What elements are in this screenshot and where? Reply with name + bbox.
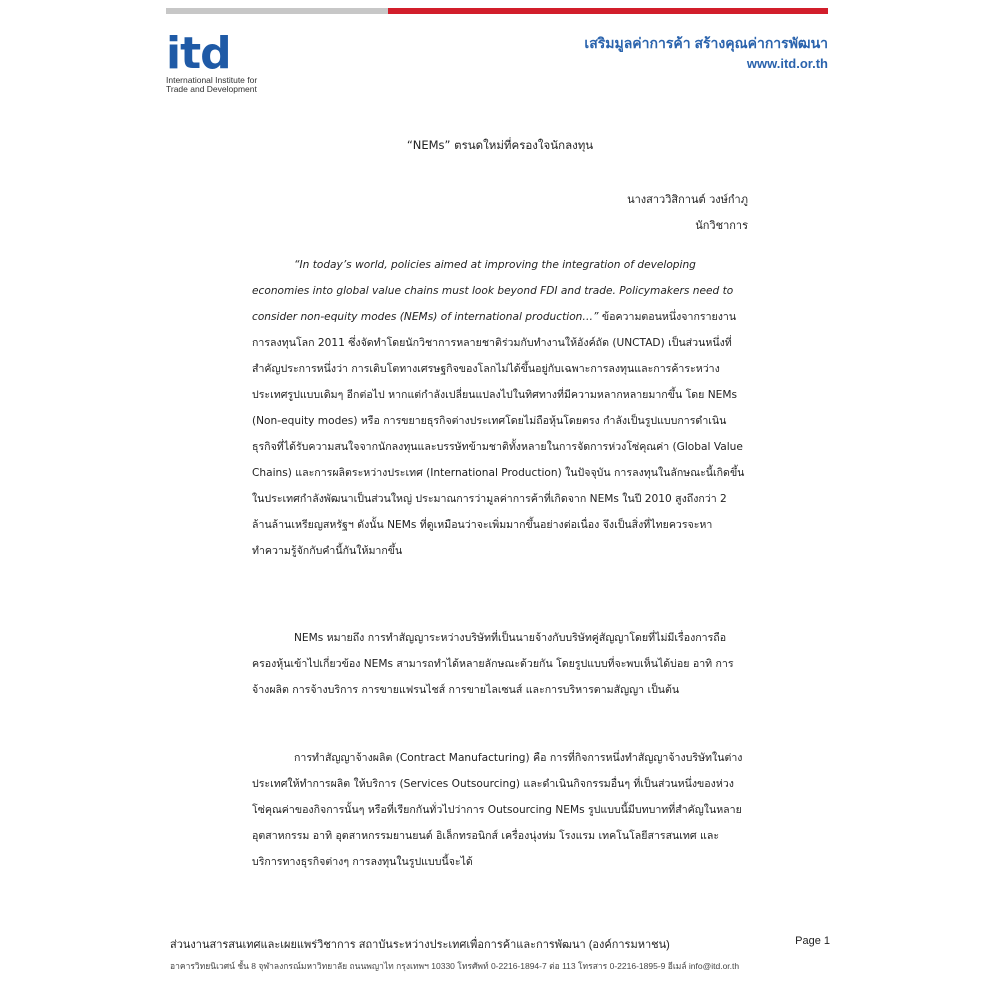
logo-wordmark: itd	[166, 28, 231, 79]
author-block	[627, 187, 748, 239]
header-url: www.itd.or.th	[746, 56, 828, 71]
paragraph-1	[252, 252, 746, 564]
author-name: นางสาววิสิกานต์ วงษ์กำภู	[627, 193, 748, 206]
document-title: “NEMs” ตรนดใหม่ที่ครองใจนักลงทุน	[406, 138, 594, 152]
footer-line-1	[170, 935, 830, 953]
logo-subtitle-2: Trade and Development	[166, 84, 257, 94]
paragraph-3-text: การทำสัญญาจ้างผลิต (Contract Manufacturing) คือ การที่กิจการหนึ่งทำสัญญาจ้างบริษัทในต่างประเทศให้ทำการผลิต ให้บริการ (Services Outsourcing) และดำเนินกิจกรรมอื่นๆ ที่เป็นส่วนหนึ่งของห่วงโซ่คุณค่าของกิจการนั้นๆ หรือที่เรียกกันทั่วไปว่าการ Outsourcing NEMs รูปแบบนี้มีบทบาทที่สำคัญในหลายอุตสาหกรรม อาทิ อุตสาหกรรมยานยนต์ อิเล็กทรอนิกส์ เครื่องนุ่งห่ม โรงแรม เทคโนโลยีสารสนเทศ และบริการทางธุรกิจต่างๆ การลงทุนในรูปแบบนี้จะได้	[252, 752, 743, 868]
paragraph-1-text: ข้อความตอนหนึ่งจากรายงานการลงทุนโลก 2011 ซึ่งจัดทำโดยนักวิชาการหลายชาติร่วมกับทำงานให้อังค์ถัด (UNCTAD) เป็นส่วนหนึ่งที่สำคัญประการหนึ่งว่า การเติบโตทางเศรษฐกิจของโลกไม่ได้ขึ้นอยู่กับเฉพาะการลงทุนและการค้าระหว่างประเทศรูปแบบเดิมๆ อีกต่อไป หากแต่กำลังเปลี่ยนแปลงไปในทิศทางที่มีความหลากหลายมากขึ้น โดย NEMs (Non-equity modes) หรือ การขยายธุรกิจต่างประเทศโดยไม่ถือหุ้นโดยตรง กำลังเป็นรูปแบบการดำเนินธุรกิจที่ได้รับความสนใจจากนักลงทุนและบรรษัทข้ามชาติทั้งหลายในการจัดการห่วงโซ่คุณค่า (Global Value Chains) และการผลิตระหว่างประเทศ (International Production) ในปัจจุบัน การลงทุนในลักษณะนี้เกิดขึ้นในประเทศกำลังพัฒนาเป็นส่วนใหญ่ ประมาณการว่ามูลค่าการค้าที่เกิดจาก NEMs ในปี 2010 สูงถึงกว่า 2 ล้านล้านเหรียญสหรัฐฯ ดังนั้น NEMs ที่ดูเหมือนว่าจะเพิ่มมากขึ้นอย่างต่อเนื่อง จึงเป็นสิ่งที่ไทยควรจะหาทำความรู้จักกับคำนี้กันให้มากขึ้น	[252, 311, 745, 557]
page-number: Page 1	[795, 935, 830, 947]
page-footer	[170, 935, 830, 973]
footer-address: อาคารวิทยนิเวศน์ ชั้น 8 จุฬาลงกรณ์มหาวิทยาลัย ถนนพญาไท กรุงเทพฯ 10330 โทรศัพท์ 0-2216-1894-7 ต่อ 113 โทรสาร 0-2216-1895-9 อีเมล์ info@itd.or.th	[170, 961, 740, 971]
paragraph-2	[252, 625, 746, 703]
header-slogan: เสริมมูลค่าการค้า สร้างคุณค่าการพัฒนา	[584, 35, 828, 51]
paragraph-1-quote: “In today’s world, policies aimed at improving the integration of developing economies into global value chains must look beyond FDI and trade. Policymakers need to consider non-equity modes (NEMs) of international production…”	[252, 259, 734, 323]
header-gray-bar	[166, 8, 388, 14]
itd-logo	[166, 28, 291, 102]
paragraph-2-text: NEMs หมายถึง การทำสัญญาระหว่างบริษัทที่เป็นนายจ้างกับบริษัทคู่สัญญาโดยที่ไม่มีเรื่องการถือครองหุ้นเข้าไปเกี่ยวข้อง NEMs สามารถทำได้หลายลักษณะด้วยกัน โดยรูปแบบที่จะพบเห็นได้บ่อย อาทิ การจ้างผลิต การจ้างบริการ การขายแฟรนไชส์ การขายไลเซนส์ และการบริหารตามสัญญา เป็นต้น	[252, 632, 734, 696]
footer-organization: ส่วนงานสารสนเทศและเผยแพร่วิชาการ สถาบันระหว่างประเทศเพื่อการค้าและการพัฒนา (องค์การมหาชน)	[170, 939, 670, 951]
logo-subtitle-1: International Institute for	[166, 75, 258, 85]
header-right	[584, 33, 828, 71]
header-red-bar	[388, 8, 828, 14]
author-role: นักวิชาการ	[695, 219, 748, 232]
paragraph-3	[252, 745, 746, 875]
